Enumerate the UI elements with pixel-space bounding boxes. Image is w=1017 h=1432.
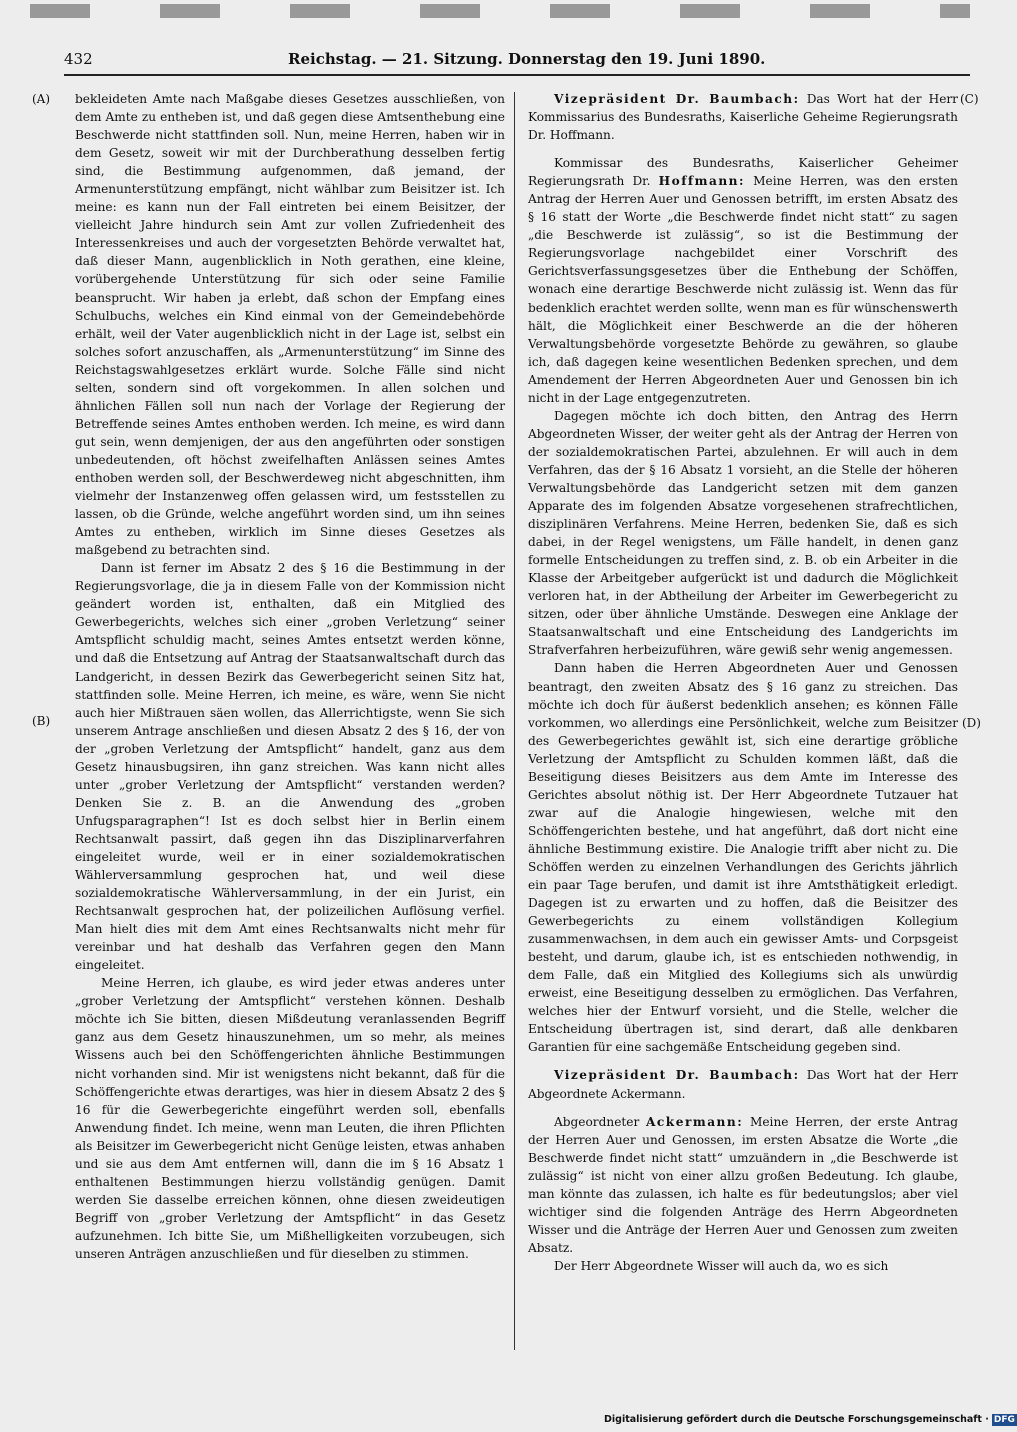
margin-mark-a: (A) (32, 92, 51, 106)
speech-baumbach-2-text: Das Wort hat der Herr Abgeordnete Ackermann. (528, 1068, 958, 1101)
speech-hoffmann-text: Meine Herren, was den ersten Antrag der Herren Auer und Genossen betrifft, im ersten Absatz des § 16 statt der Worte „die Beschwerde findet nicht statt“ zu sagen „die Beschwerde ist zulässig“, so ist die Bestimmung der Regierungsvorlage nachgebildet einer Vorschrift des Gerichtsverfassungsgesetzes über die Enthebung der Schöffen, wonach eine derartige Beschwerde nicht zulässig ist. Wenn das für bedenklich erachtet werden sollte, wenn man es für wünschenswerth hält, die Möglichkeit einer Beschwerde an die der höheren Verwaltungsbehörde vorgesetzte Behörde zu gewähren, so glaube ich, daß dagegen keine wesentlichen Bedenken sprechen, und dem Amendement der Herren Abgeordneten Auer und Genossen bin ich nicht in der Lage entgegenzutreten. (528, 174, 958, 405)
right-column (528, 90, 958, 1275)
right-paragraph-2: Dagegen möchte ich doch bitten, den Antrag des Herrn Abgeordneten Wisser, der weiter geht als der Antrag der Herren von der sozialdemokratischen Partei, abzulehnen. Er will auch in dem Verfahren, das der § 16 Absatz 1 vorsieht, an die Stelle der höheren Verwaltungsbehörde das Landgericht setzen mit dem ganzen Apparate des im folgenden Absatze vorgesehenen strafrechtlichen, disziplinären Verfahrens. Meine Herren, bedenken Sie, daß es sich dabei, in der Regel wenigstens, um Fälle handelt, in denen ganz formelle Entscheidungen zu treffen sind, z. B. ob ein Arbeiter in die Klasse der Arbeitgeber aufgerückt ist und dadurch die Möglichkeit verloren hat, in der Abtheilung der Arbeiter im Gewerbegericht zu sitzen, oder über ähnliche Umstände. Deswegen eine Anklage der Staatsanwaltschaft und eine Entscheidung des Landgerichts im Strafverfahren herbeizuführen, wäre gewiß sehr wenig angemessen. (528, 408, 958, 658)
speech-hoffmann (528, 154, 958, 407)
left-column (75, 90, 505, 1263)
speaker-ackermann: Ackermann: (646, 1114, 744, 1129)
footer-text: Digitalisierung gefördert durch die Deutsche Forschungsgemeinschaft · (604, 1414, 989, 1425)
right-paragraph-5: Der Herr Abgeordnete Wisser will auch da, wo es sich (554, 1258, 889, 1273)
speech-baumbach-1 (528, 90, 958, 144)
margin-mark-d: (D) (962, 716, 981, 730)
running-head: Reichstag. — 21. Sitzung. Donnerstag den 19. Juni 1890. (288, 50, 766, 68)
speech-ackermann (528, 1113, 958, 1257)
left-paragraph-1: bekleideten Amte nach Maßgabe dieses Gesetzes ausschließen, von dem Amte zu entheben ist, und daß gegen diese Amtsenthebung eine Beschwerde nicht stattfinden soll. Nun, meine Herren, haben wir in dem Gesetz, soweit wir mit der Durchberathung desselben fertig sind, die Bestimmung aufgenommen, daß jemand, der Armenunterstützung empfängt, nicht wählbar zum Beisitzer ist. Ich meine: es kann nun der Fall eintreten bei einem Beisitzer, der vielleicht Jahre hindurch sein Amt zur vollen Zufriedenheit des Interessenkreises und auch der vorgesetzten Behörde verwaltet hat, daß dieser Mann, augenblicklich in Noth gerathen, eine kleine, vorübergehende Unterstützung für sich oder seine Familie beansprucht. Wir haben ja erlebt, daß schon der Empfang eines Schulbuchs, welches ein Kind einmal von der Gemeindebehörde erhält, weil der Vater augenblicklich nicht in der Lage ist, selbst ein solches sofort anzuschaffen, als „Armenunterstützung“ im Sinne des Reichstagswahlgesetzes erklärt wurde. Solche Fälle sind nicht selten, sondern sind oft vorgekommen. In allen solchen und ähnlichen Fällen soll nun nach der Vorlage der Regierung der Betreffende seines Amtes enthoben werden. Ich meine, es wird dann gut sein, wenn demjenigen, der aus den angeführten oder sonstigen unbedeutenden, oft höchst zweifelhaften Anlässen seines Amtes enthoben werden soll, der Beschwerdeweg nicht abgeschnitten, ihm vielmehr der Instanzenweg offen gelassen wird, um festsstellen zu lassen, ob die Gründe, welche angeführt worden sind, um ihn seines Amtes zu entheben, wirklich im Sinne dieses Gesetzes als maßgebend zu betrachten sind. (75, 92, 505, 558)
speaker-baumbach-1: Vizepräsident Dr. Baumbach: (554, 92, 800, 106)
header-rule (64, 74, 970, 76)
left-paragraph-3: Meine Herren, ich glaube, es wird jeder etwas anderes unter „grober Verletzung der Amtspflicht“ verstehen können. Deshalb möchte ich Sie bitten, diesen Mißdeutung veranlassenden Begriff ganz aus dem Gesetz hinauszunehmen, um so mehr, als meines Wissens auch bei den Schöffengerichten ähnliche Bestimmungen nicht vorhanden sind. Mir ist wenigstens nicht bekannt, daß für die Schöffengerichte etwas derartiges, was hier in diesem Absatz 2 des § 16 für die Gewerbegerichte eingeführt werden soll, ebenfalls Anwendung findet. Ich meine, wenn man Leuten, die ihren Pflichten als Beisitzer im Gewerbegericht nicht Genüge leisten, etwas anhaben und sie aus dem Amt entfernen will, dann die im § 16 Absatz 1 enthaltenen Bestimmungen hierzu vollständig genügen. Damit werden Sie dasselbe erreichen können, ohne diesen zweideutigen Begriff von „grober Verletzung der Amtspflicht“ in das Gesetz aufzunehmen. Ich bitte Sie, um Mißhelligkeiten vorzubeugen, sich unseren Anträgen anzuschließen und für dieselben zu stimmen. (75, 976, 505, 1261)
speaker-baumbach-2: Vizepräsident Dr. Baumbach: (554, 1068, 800, 1083)
dfg-logo: DFG (993, 1414, 1015, 1425)
margin-mark-c: (C) (960, 92, 979, 106)
digitization-footer (604, 1411, 1015, 1428)
speech-baumbach-1-text: Das Wort hat der Herr Kommissarius des Bundesraths, Kaiserliche Geheime Regierungsrath Dr. Hoffmann. (528, 92, 958, 143)
page-header (64, 48, 974, 72)
page-number: 432 (64, 50, 93, 68)
speech-ackermann-text: Meine Herren, der erste Antrag der Herren Auer und Genossen, im ersten Absatze die Worte „die Beschwerde findet nicht statt“ umzuändern in „die Beschwerde ist zulässig“ ist nicht von einer allzu großen Bedeutung. Ich glaube, man könnte das zulassen, ich halte es für bedeutungslos; aber viel wichtiger sind die folgenden Anträge des Herrn Abgeordneten Wisser und die Anträge der Herren Auer und Genossen zum zweiten Absatz. (528, 1114, 958, 1255)
speech-baumbach-2 (528, 1066, 958, 1102)
right-paragraph-3: Dann haben die Herren Abgeordneten Auer und Genossen beantragt, den zweiten Absatz des § 16 ganz zu streichen. Das möchte ich doch für äußerst bedenklich ansehen; es können Fälle vorkommen, wo allerdings eine Persönlichkeit, welche zum Beisitzer des Gewerbegerichtes gewählt ist, sich eine derartige gröbliche Verletzung der Amtspflicht zu Schulden kommen läßt, daß die Beseitigung dieses Beisitzers aus dem Amte im Interesse des Gerichtes absolut nöthig ist. Der Herr Abgeordnete Tutzauer hat zwar auf die Analogie hingewiesen, welche mit den Schöffengerichten bestehe, und hat angeführt, daß dort nicht eine ähnliche Bestimmung existire. Die Analogie trifft aber nicht zu. Die Schöffen werden zu einzelnen Verhandlungen des Gerichts jährlich ein paar Tage berufen, und damit ist ihre Amtsthätigkeit erledigt. Dagegen ist zu erwarten und zu hoffen, daß die Beisitzer des Gewerbegerichts zu einem vollständigen Kollegium zusammenwachsen, in dem auch ein gewisser Amts- und Corpsgeist besteht, und darum, glaube ich, ist es entschieden nothwendig, in dem Falle, daß ein Mitglied des Kollegiums sich als unwürdig erweist, eine Beseitigung desselben zu ermöglichen. Das Verfahren, welches hier der Entwurf vorsieht, und die Stelle, welcher die Entscheidung übertragen ist, sind derart, daß alle denkbaren Garantien für eine sachgemäße Entscheidung gegeben sind. (528, 661, 958, 1055)
speech-ackermann-prefix: Abgeordneter (554, 1114, 646, 1129)
scan-top-edge-marks (30, 4, 970, 18)
column-divider (514, 92, 515, 1350)
speaker-hoffmann: Hoffmann: (658, 174, 745, 189)
left-paragraph-2: Dann ist ferner im Absatz 2 des § 16 die Bestimmung in der Regierungsvorlage, die ja in diesem Falle von der Kommission nicht geändert worden ist, enthalten, daß ein Mitglied des Gewerbegerichts, welches sich einer „groben Verletzung“ seiner Amtspflicht schuldig macht, seines Amtes entsetzt werden könne, und daß die Entsetzung auf Antrag der Staatsanwaltschaft durch das Landgericht, in dessen Bezirk das Gewerbegericht seinen Sitz hat, stattfinden solle. Meine Herren, ich meine, es wäre, wenn Sie nicht auch hier Mißtrauen säen wollen, das Allerrichtigste, wenn Sie sich unserem Antrage anschließen und diesen Absatz 2 des § 16, der von der „groben Verletzung der Amtspflicht“ handelt, ganz aus dem Gesetz hinausbugsiren, ihn ganz streichen. Was kann nicht alles unter „grober Verletzung der Amtspflicht“ verstanden werden? Denken Sie z. B. an die Anwendung des „groben Unfugsparagraphen“! Ist es doch selbst hier in Berlin einem Rechtsanwalt passirt, daß gegen ihn das Disziplinarverfahren eingeleitet wurde, weil er in einer sozialdemokratischen Wählerversammlung gesprochen hat, und weil diese sozialdemokratische Wählerversammlung, in der ein Jurist, ein Rechtsanwalt gesprochen hat, der polizeilichen Auflösung verfiel. Man hielt dies mit dem Amt eines Rechtsanwalts nicht mehr für vereinbar und hat deshalb das Verfahren gegen den Mann eingeleitet. (75, 561, 505, 973)
margin-mark-b: (B) (32, 714, 51, 728)
speech-hoffmann-prefix: Kommissar des Bundesraths, Kaiserlicher Geheimer Regierungsrath Dr. (528, 156, 958, 189)
